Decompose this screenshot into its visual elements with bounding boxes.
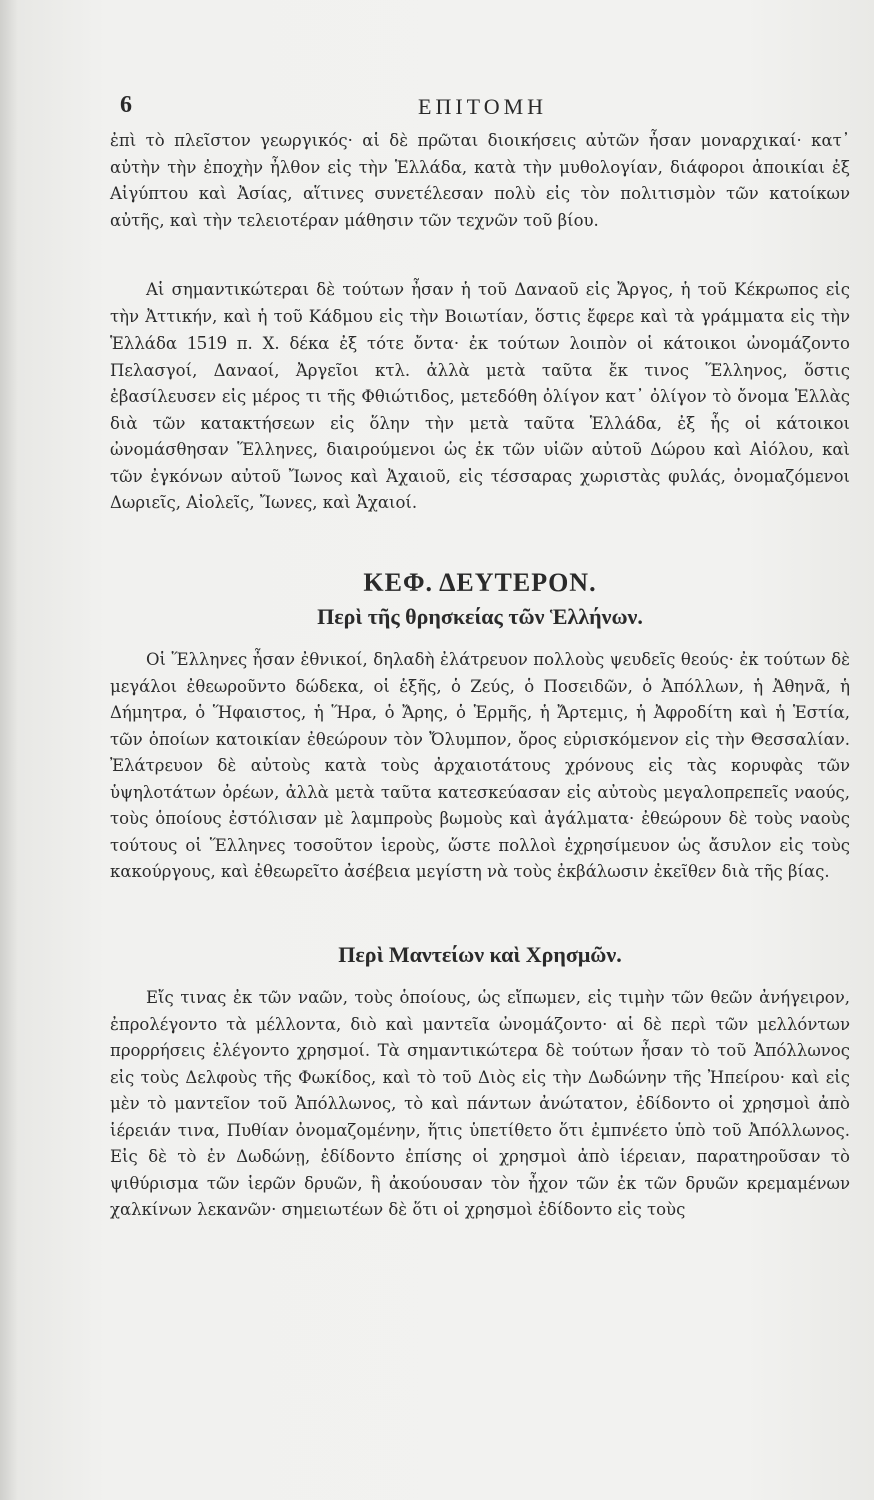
paragraph-religion: Οἱ Ἕλληνες ἦσαν ἐθνικοί, δηλαδὴ ἐλάτρευον πολλοὺς ψευδεῖς θεούς· ἐκ τούτων δὲ μεγάλοι ἐθεωροῦντο δώδεκα, οἱ ἑξῆς, ὁ Ζεύς, ὁ Ποσειδῶν, ὁ Ἀπόλλων, ἡ Ἀθηνᾶ, ἡ Δήμητρα, ὁ Ἥφαιστος, ἡ Ἥρα, ὁ Ἄρης, ὁ Ἑρμῆς, ἡ Ἄρτεμις, ἡ Ἀφροδίτη καὶ ἡ Ἑστία, τῶν ὁποίων κατοικίαν ἐθεώρουν τὸν Ὄλυμπον, ὄρος εὑρισκόμενον εἰς τὴν Θεσσαλίαν. Ἐλάτρευον δὲ αὐτοὺς κατὰ τοὺς ἀρχαιοτάτους χρόνους εἰς τὰς κορυφὰς τῶν ὑψηλοτάτων ὀρέων, ἀλλὰ μετὰ ταῦτα κατεσκεύασαν εἰς αὐτοὺς μεγαλοπρεπεῖς ναούς, τοὺς ὁποίους ἐστόλισαν μὲ λαμπροὺς βωμοὺς καὶ ἀγάλματα· ἐθεώρουν δὲ τοὺς ναοὺς τούτους οἱ Ἕλληνες τοσοῦτον ἱεροὺς, ὥστε πολλοὶ ἐχρησίμευον ὡς ἄσυλον εἰς τοὺς κακούργους, καὶ ἐθεωρεῖτο ἀσέβεια μεγίστη νὰ τοὺς ἐκβάλωσιν ἐκεῖθεν διὰ τῆς βίας. bbox=[110, 650, 850, 881]
paragraph-oracles: Εἴς τινας ἐκ τῶν ναῶν, τοὺς ὁποίους, ὡς εἴπωμεν, εἰς τιμὴν τῶν θεῶν ἀνήγειρον, ἐπρολέγοντο τὰ μέλλοντα, διὸ καὶ μαντεῖα ὠνομάζοντο· αἱ δὲ περὶ τῶν μελλόντων προρρήσεις ἐλέγοντο χρησμοί. Τὰ σημαντικώτερα δὲ τούτων ἦσαν τὸ τοῦ Ἀπόλλωνος εἰς τοὺς Δελφοὺς τῆς Φωκίδος, καὶ τὸ τοῦ Διὸς εἰς τὴν Δωδώνην τῆς Ἠπείρου· καὶ εἰς μὲν τὸ μαντεῖον τοῦ Ἀπόλλωνος, τὸ καὶ πάντων ἀνώτατον, ἐδίδοντο οἱ χρησμοὶ ἀπὸ ἱέρειάν τινα, Πυθίαν ὀνομαζομένην, ἥτις ὑπετίθετο ὅτι ἐμπνέετο ὑπὸ τοῦ Ἀπόλλωνος. Εἰς δὲ τὸ ἐν Δωδώνῃ, ἐδίδοντο ἐπίσης οἱ χρησμοὶ ἀπὸ ἱέρειαν, παρατηροῦσαν τὸ ψιθύρισμα τῶν ἱερῶν δρυῶν, ἢ ἀκούουσαν τὸν ἦχον τῶν ἐκ τῶν δρυῶν κρεμαμένων χαλκίνων λεκανῶν· σημειωτέων δὲ ὅτι οἱ χρησμοὶ ἐδίδοντο εἰς τοὺς bbox=[110, 988, 850, 1219]
paragraph-colonies bbox=[110, 277, 850, 517]
running-title: ΕΠΙΤΟΜΗ bbox=[418, 94, 548, 119]
page-header bbox=[118, 92, 858, 122]
section-title-religion: Περὶ τῆς θρησκείας τῶν Ἑλλήνων. bbox=[317, 604, 643, 629]
section-title-oracles: Περὶ Μαντείων καὶ Χρησμῶν. bbox=[338, 942, 622, 967]
paragraph-colonies-before: Αἱ σημαντικώτεραι δὲ τούτων ἦσαν ἡ τοῦ Δαναοῦ εἰς Ἄργος, ἡ τοῦ Κέκρωπος εἰς τὴν Ἀττικήν, καὶ ἡ τοῦ Κάδμου εἰς τὴν Βοιωτίαν, ὅστις ἔφερε καὶ τὰ γράμματα εἰς τὴν Ἑλλάδα bbox=[110, 280, 850, 353]
paragraph-colonies-after: π. Χ. δέκα ἐξ τότε ὄντα· ἐκ τούτων λοιπὸν οἱ κάτοικοι ὠνομάζοντο Πελασγοί, Δαναοί, Ἀργεῖοι κτλ. ἀλλὰ μετὰ ταῦτα ἔκ τινος Ἕλληνος, ὅστις ἐβασίλευσεν εἰς μέρος τι τῆς Φθιώτιδος, μετεδόθη ὀλίγον κατ᾽ ὀλίγον τὸ ὄνομα Ἑλλὰς διὰ τῶν κατακτήσεων εἰς ὅλην τὴν μετὰ ταῦτα Ἑλλάδα, ἐξ ἧς οἱ κάτοικοι ὠνομάσθησαν Ἕλληνες, διαιρούμενοι ὡς ἐκ τῶν υἱῶν αὐτοῦ Δώρου καὶ Αἰόλου, καὶ τῶν ἐγκόνων αὐτοῦ Ἴωνος καὶ Ἀχαιοῦ, εἰς τέσσαρας χωριστὰς φυλάς, ὀνομαζόμενοι Δωριεῖς, Αἰολεῖς, Ἴωνες, καὶ Ἀχαιοί. bbox=[110, 334, 850, 512]
page-gutter-shadow bbox=[0, 0, 18, 1500]
paragraph-intro: ἐπὶ τὸ πλεῖστον γεωργικός· αἱ δὲ πρῶται διοικήσεις αὐτῶν ἦσαν μοναρχικαί· κατ᾽ αὐτὴν τὴν ἐποχὴν ἦλθον εἰς τὴν Ἑλλάδα, κατὰ τὴν μυθολογίαν, διάφοροι ἀποικίαι ἐξ Αἰγύπτου καὶ Ἀσίας, αἵτινες συνετέλεσαν πολὺ εἰς τὸν πολιτισμὸν τῶν κατοίκων αὐτῆς, καὶ τὴν τελειοτέραν μάθησιν τῶν τεχνῶν τοῦ βίου. bbox=[110, 131, 850, 230]
page-number: 6 bbox=[120, 92, 132, 118]
year-figure: 1519 bbox=[186, 332, 227, 354]
chapter-heading: ΚΕΦ. ΔΕΥΤΕΡΟΝ. bbox=[363, 568, 597, 597]
